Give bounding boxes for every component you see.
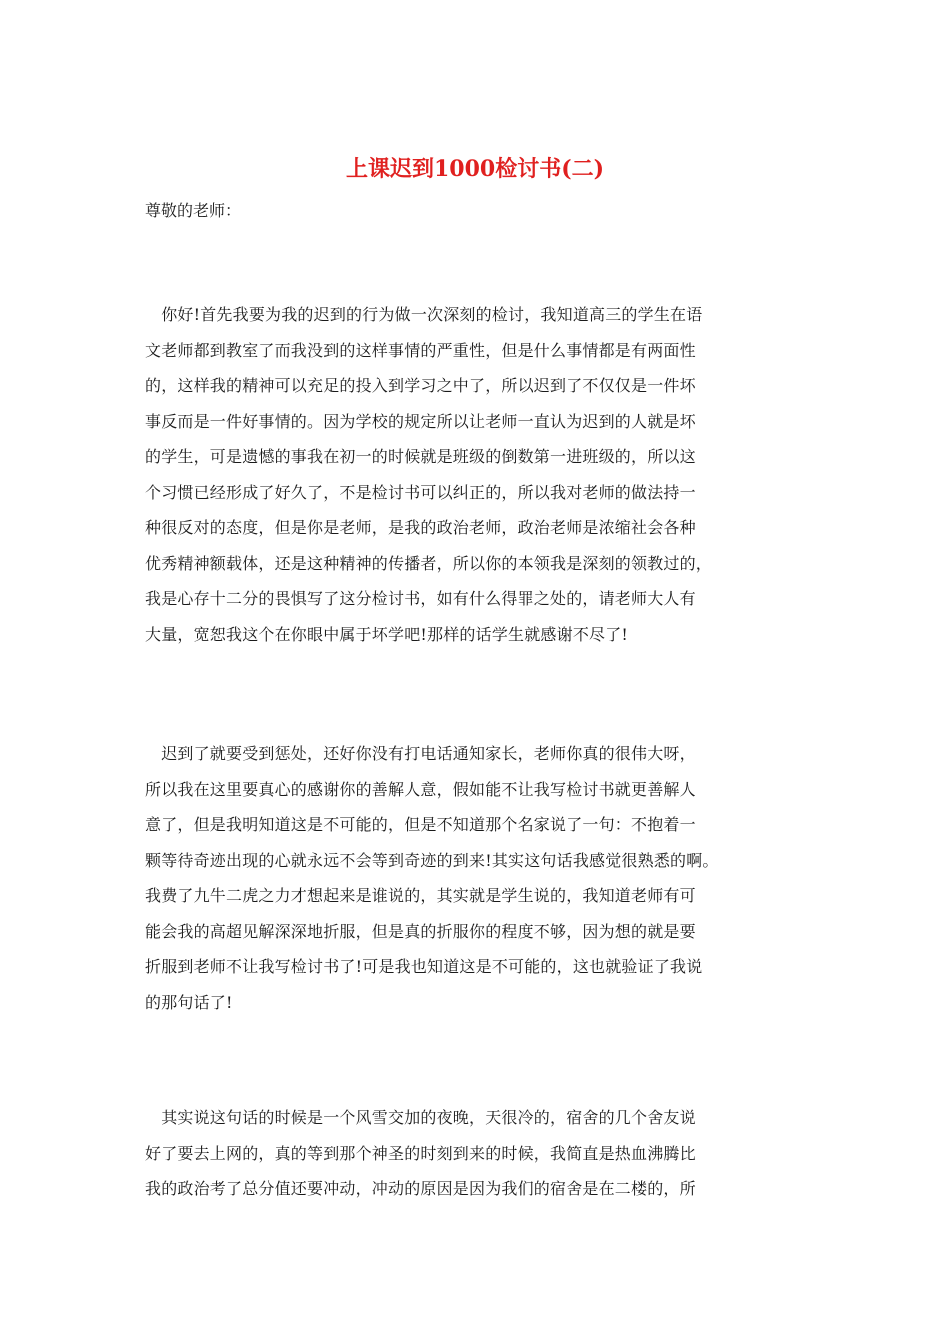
text-line: 能会我的高超见解深深地折服，但是真的折服你的程度不够，因为想的就是要 [145,921,696,941]
text-line: 所以我在这里要真心的感谢你的善解人意，假如能不让我写检讨书就更善解人 [145,779,696,799]
text-line: 事反而是一件好事情的。因为学校的规定所以让老师一直认为迟到的人就是坏 [145,411,696,431]
text-line: 我的政治考了总分值还要冲动，冲动的原因是因为我们的宿舍是在二楼的，所 [145,1179,696,1198]
text-line: 的那句话了! [145,992,233,1012]
text-line: 的学生，可是遗憾的事我在初一的时候就是班级的倒数第一进班级的，所以这 [145,447,696,466]
document-title: 上课迟到1000检讨书(二) [345,156,605,182]
text-line: 折服到老师不让我写检讨书了!可是我也知道这是不可能的，这也就验证了我说 [145,957,703,976]
text-line: 种很反对的态度，但是你是老师，是我的政治老师，政治老师是浓缩社会各种 [145,518,696,537]
text-line: 好了要去上网的，真的等到那个神圣的时刻到来的时候，我简直是热血沸腾比 [145,1143,696,1163]
text-line: 的，这样我的精神可以充足的投入到学习之中了，所以迟到了不仅仅是一件坏 [145,376,696,395]
text-line: 个习惯已经形成了好久了，不是检讨书可以纠正的，所以我对老师的做法持一 [145,482,696,502]
text-line: 意了，但是我明知道这是不可能的，但是不知道那个名家说了一句：不抱着一 [145,815,696,834]
text-line: 我是心存十二分的畏惧写了这分检讨书，如有什么得罪之处的，请老师大人有 [145,589,696,608]
text-line: 迟到了就要受到惩处，还好你没有打电话通知家长，老师你真的很伟大呀， [145,744,696,763]
text-line: 你好!首先我要为我的迟到的行为做一次深刻的检讨，我知道高三的学生在语 [145,305,703,324]
paragraph-3 [145,1105,815,1212]
salutation: 尊敬的老师： [145,201,242,220]
paragraph-1 [145,302,815,657]
text-line: 我费了九牛二虎之力才想起来是谁说的，其实就是学生说的，我知道老师有可 [145,886,696,905]
text-line: 优秀精神额载体，还是这种精神的传播者，所以你的本领我是深刻的领教过的， [145,553,713,573]
text-line: 颗等待奇迹出现的心就永远不会等到奇迹的到来!其实这句话我感觉很熟悉的啊。 [145,850,719,870]
text-line: 大量，宽恕我这个在你眼中属于坏学吧!那样的话学生就感谢不尽了! [145,624,629,644]
text-line: 文老师都到教室了而我没到的这样事情的严重性，但是什么事情都是有两面性 [145,340,696,360]
paragraph-2 [145,741,815,1025]
text-line: 其实说这句话的时候是一个风雪交加的夜晚，天很冷的，宿舍的几个舍友说 [145,1108,696,1127]
